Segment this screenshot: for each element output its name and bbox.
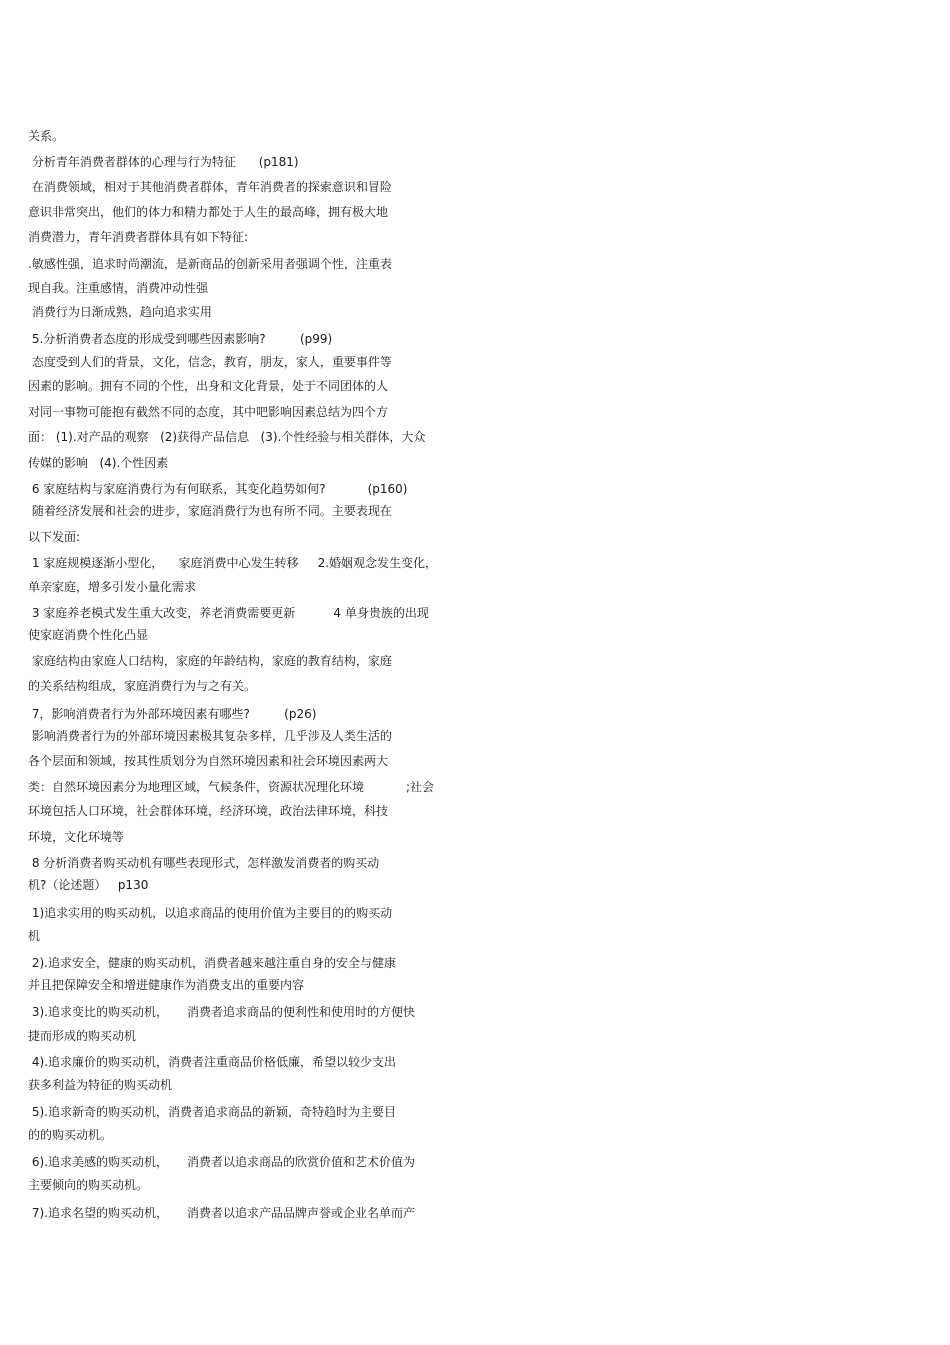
text-line: 单亲家庭，增多引发小量化需求 (28, 580, 197, 594)
text-line: 1)追求实用的购买动机，以追求商品的使用价值为主要目的的购买动 (28, 906, 393, 920)
text-line: 现自我。注重感情，消费冲动性强 (28, 281, 209, 295)
text-line: 6).追求美感的购买动机， 消费者以追求商品的欣赏价值和艺术价值为 (28, 1155, 416, 1169)
text-line: 消费行为日渐成熟，趋向追求实用 (28, 305, 212, 319)
text-line: 影响消费者行为的外部环境因素极其复杂多样，几乎涉及人类生活的 (28, 729, 392, 743)
text-line: 在消费领域，相对于其他消费者群体，青年消费者的探索意识和冒险 (28, 180, 392, 194)
text-line: 2).追求安全，健康的购买动机，消费者越来越注重自身的安全与健康 (28, 956, 396, 970)
text-line: 消费潜力，青年消费者群体具有如下特征: (28, 230, 249, 244)
text-line: 的的购买动机。 (28, 1128, 113, 1142)
text-line: 家庭结构由家庭人口结构，家庭的年龄结构，家庭的教育结构，家庭 (28, 654, 392, 668)
text-line: 并且把保障安全和增进健康作为消费支出的重要内容 (28, 978, 305, 992)
text-line: 以下发面: (28, 530, 81, 544)
text-line: 7).追求名望的购买动机， 消费者以追求产品品牌声誉或企业名单而产 (28, 1206, 416, 1220)
text-line: 关系。 (28, 129, 65, 143)
text-line: 传媒的影响 (4).个性因素 (28, 456, 169, 470)
text-line: 意识非常突出，他们的体力和精力都处于人生的最高峰，拥有极大地 (28, 205, 389, 219)
section-heading: 8 分析消费者购买动机有哪些表现形式，怎样激发消费者的购买动 (28, 856, 380, 870)
text-line: 环境，文化环境等 (28, 830, 125, 844)
text-line: 环境包括人口环境，社会群体环境，经济环境，政治法律环境，科技 (28, 804, 389, 818)
section-heading: 6 家庭结构与家庭消费行为有何联系，其变化趋势如何? (p160) (28, 482, 408, 496)
text-line: .敏感性强，追求时尚潮流，是新商品的创新采用者强调个性，注重表 (28, 257, 392, 271)
text-line: 主要倾向的购买动机。 (28, 1178, 149, 1192)
text-line: 各个层面和领域，按其性质划分为自然环境因素和社会环境因素两大 (28, 754, 389, 768)
text-line: 使家庭消费个性化凸显 (28, 628, 149, 642)
section-heading: 5.分析消费者态度的形成受到哪些因素影响? (p99) (28, 332, 333, 346)
text-line: 获多利益为特征的购买动机 (28, 1078, 173, 1092)
text-line: 3).追求变比的购买动机， 消费者追求商品的便利性和使用时的方便快 (28, 1005, 416, 1019)
text-line: 3 家庭养老模式发生重大改变，养老消费需要更新 4 单身贵族的出现 (28, 606, 429, 620)
text-line: 对同一事物可能抱有截然不同的态度，其中吧影响因素总结为四个方 (28, 405, 389, 419)
section-heading: 7，影响消费者行为外部环境因素有哪些? (p26) (28, 707, 317, 721)
text-line: 随着经济发展和社会的进步，家庭消费行为也有所不同。主要表现在 (28, 504, 392, 518)
text-line: 面： (1).对产品的观察 (2)获得产品信息 (3).个性经验与相关群体，大众 (28, 430, 426, 444)
text-line: 态度受到人们的背景，文化，信念，教育，朋友，家人，重要事件等 (28, 355, 392, 369)
text-line: 捷而形成的购买动机 (28, 1029, 137, 1043)
text-line: 的关系结构组成，家庭消费行为与之有关。 (28, 679, 257, 693)
text-line: 类：自然环境因素分为地理区域，气候条件，资源状况理化环境 ;社会 (28, 780, 435, 794)
section-heading: 分析青年消费者群体的心理与行为特征 (p181) (28, 155, 299, 169)
text-line: 5).追求新奇的购买动机，消费者追求商品的新颖，奇特趋时为主要目 (28, 1105, 396, 1119)
text-line: 机 (28, 929, 41, 943)
text-line: 因素的影响。拥有不同的个性，出身和文化背景，处于不同团体的人 (28, 379, 389, 393)
section-heading: 机?（论述题） p130 (28, 878, 149, 892)
text-line: 1 家庭规模逐渐小型化， 家庭消费中心发生转移 2.婚姻观念发生变化， (28, 556, 438, 570)
text-line: 4).追求廉价的购买动机，消费者注重商品价格低廉，希望以较少支出 (28, 1055, 396, 1069)
